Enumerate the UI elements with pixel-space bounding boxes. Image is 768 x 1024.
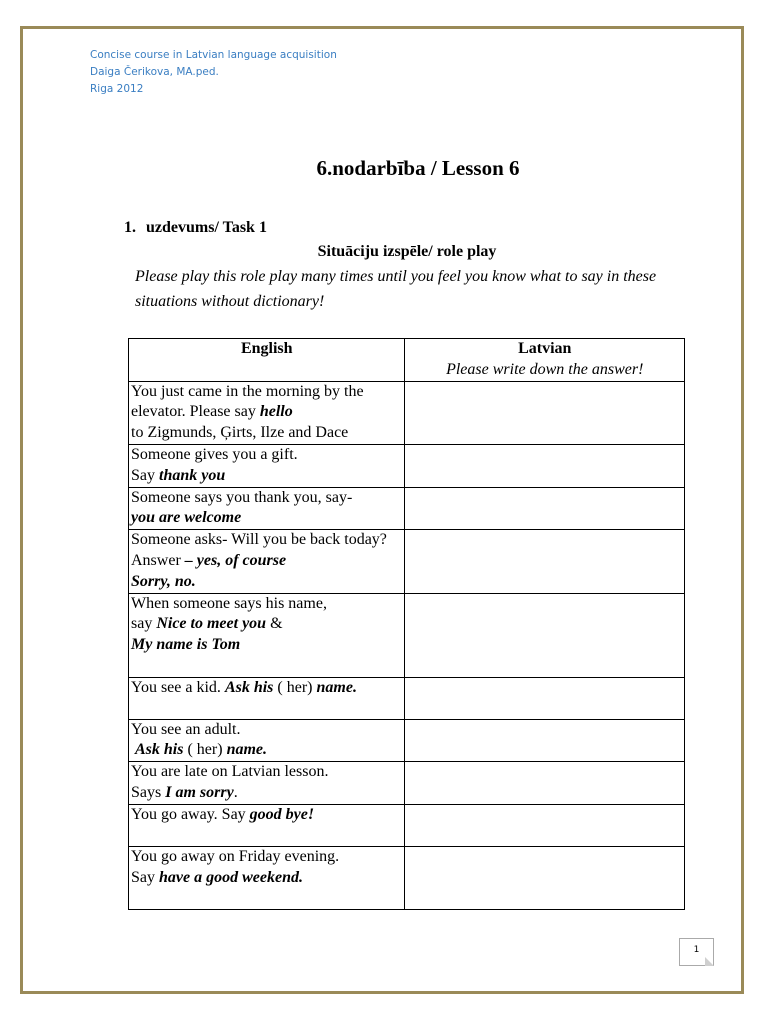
- english-prompt: [129, 530, 405, 593]
- prompt-text: Someone gives you a gift.: [131, 445, 298, 463]
- prompt-phrase: have a good weekend.: [159, 868, 303, 886]
- page-number: 1: [693, 945, 700, 955]
- prompt-phrase: Ask his: [135, 741, 184, 759]
- prompt-phrase: thank you: [159, 466, 226, 484]
- role-play-table: [128, 338, 685, 910]
- english-prompt: [129, 762, 405, 805]
- latvian-column-header: [405, 339, 685, 382]
- task-instruction: Please play this role play many times until you feel you know what to say in these situations without dictionary!: [135, 268, 657, 310]
- latvian-answer-cell[interactable]: [405, 804, 685, 846]
- page-curl-icon: [705, 957, 714, 966]
- table-row: [129, 762, 685, 805]
- document-header: [90, 47, 337, 98]
- prompt-text: When someone says his name,: [131, 594, 327, 612]
- prompt-text: &: [266, 615, 283, 633]
- prompt-phrase: Ask his: [224, 678, 274, 696]
- english-prompt: [129, 444, 405, 487]
- table-row: [129, 593, 685, 677]
- prompt-phrase: you are welcome: [131, 509, 242, 527]
- english-prompt: [129, 677, 405, 719]
- latvian-answer-cell[interactable]: [405, 593, 685, 677]
- latvian-answer-cell[interactable]: [405, 530, 685, 593]
- prompt-phrase: name.: [226, 741, 268, 759]
- latvian-answer-cell[interactable]: [405, 846, 685, 909]
- prompt-text: You go away on Friday evening.: [131, 847, 340, 865]
- prompt-text: You see a kid.: [131, 678, 225, 696]
- header-author: Daiga Čerikova, MA.ped.: [90, 66, 219, 78]
- prompt-text: Says: [131, 783, 166, 801]
- english-prompt: [129, 719, 405, 762]
- prompt-text: Say: [131, 466, 159, 484]
- table-row: [129, 487, 685, 530]
- latvian-answer-cell[interactable]: [405, 444, 685, 487]
- english-prompt: [129, 593, 405, 677]
- latvian-header-instruction: Please write down the answer!: [446, 360, 644, 378]
- latvian-header-label: Latvian: [518, 340, 572, 357]
- task-label: uzdevums/ Task 1: [146, 219, 267, 236]
- prompt-text: ( her): [183, 741, 227, 759]
- prompt-text: ( her): [273, 678, 317, 696]
- table-row: [129, 804, 685, 846]
- latvian-answer-cell[interactable]: [405, 677, 685, 719]
- table-header-row: [129, 339, 685, 382]
- task-heading: [124, 219, 267, 237]
- table-row: [129, 719, 685, 762]
- lesson-title: 6.nodarbība / Lesson 6: [316, 156, 520, 180]
- english-prompt: [129, 487, 405, 530]
- table-row: [129, 444, 685, 487]
- prompt-text: You go away. Say: [131, 805, 250, 823]
- task-number: 1.: [124, 219, 136, 236]
- prompt-text: say: [131, 615, 157, 633]
- english-prompt: [129, 381, 405, 444]
- page-number-box: [679, 938, 714, 966]
- table-row: [129, 677, 685, 719]
- prompt-phrase: name.: [316, 678, 357, 696]
- prompt-phrase: My name is Tom: [131, 636, 241, 654]
- table-row: [129, 846, 685, 909]
- prompt-text: Someone says you thank you, say-: [131, 488, 353, 506]
- english-prompt: [129, 804, 405, 846]
- prompt-text: .: [233, 783, 238, 801]
- prompt-text: Say: [131, 868, 159, 886]
- prompt-text: Someone asks- Will you be back today? Answer: [131, 531, 387, 569]
- latvian-answer-cell[interactable]: [405, 719, 685, 762]
- prompt-phrase: I am sorry: [165, 783, 234, 801]
- header-place-year: Riga 2012: [90, 83, 144, 95]
- prompt-phrase: Sorry, no.: [131, 572, 196, 590]
- prompt-phrase: – yes, of course: [184, 551, 287, 569]
- prompt-text: You are late on Latvian lesson.: [131, 763, 329, 781]
- table-row: [129, 381, 685, 444]
- prompt-text: You see an adult.: [131, 720, 241, 738]
- prompt-text: You just came in the morning by the elevator. Please say: [131, 382, 364, 421]
- table-row: [129, 530, 685, 593]
- english-prompt: [129, 846, 405, 909]
- latvian-answer-cell[interactable]: [405, 487, 685, 530]
- prompt-phrase: hello: [259, 403, 293, 421]
- latvian-answer-cell[interactable]: [405, 762, 685, 805]
- latvian-answer-cell[interactable]: [405, 381, 685, 444]
- prompt-phrase: Nice to meet you: [156, 615, 267, 633]
- prompt-text: to Zigmunds, Ģirts, Ilze and Dace: [131, 424, 349, 442]
- task-subtitle: Situāciju izspēle/ role play: [317, 243, 497, 260]
- english-column-header: [129, 339, 405, 382]
- header-course-title: Concise course in Latvian language acquisition: [90, 49, 337, 61]
- prompt-phrase: good bye!: [249, 805, 315, 823]
- english-header-label: English: [240, 340, 293, 357]
